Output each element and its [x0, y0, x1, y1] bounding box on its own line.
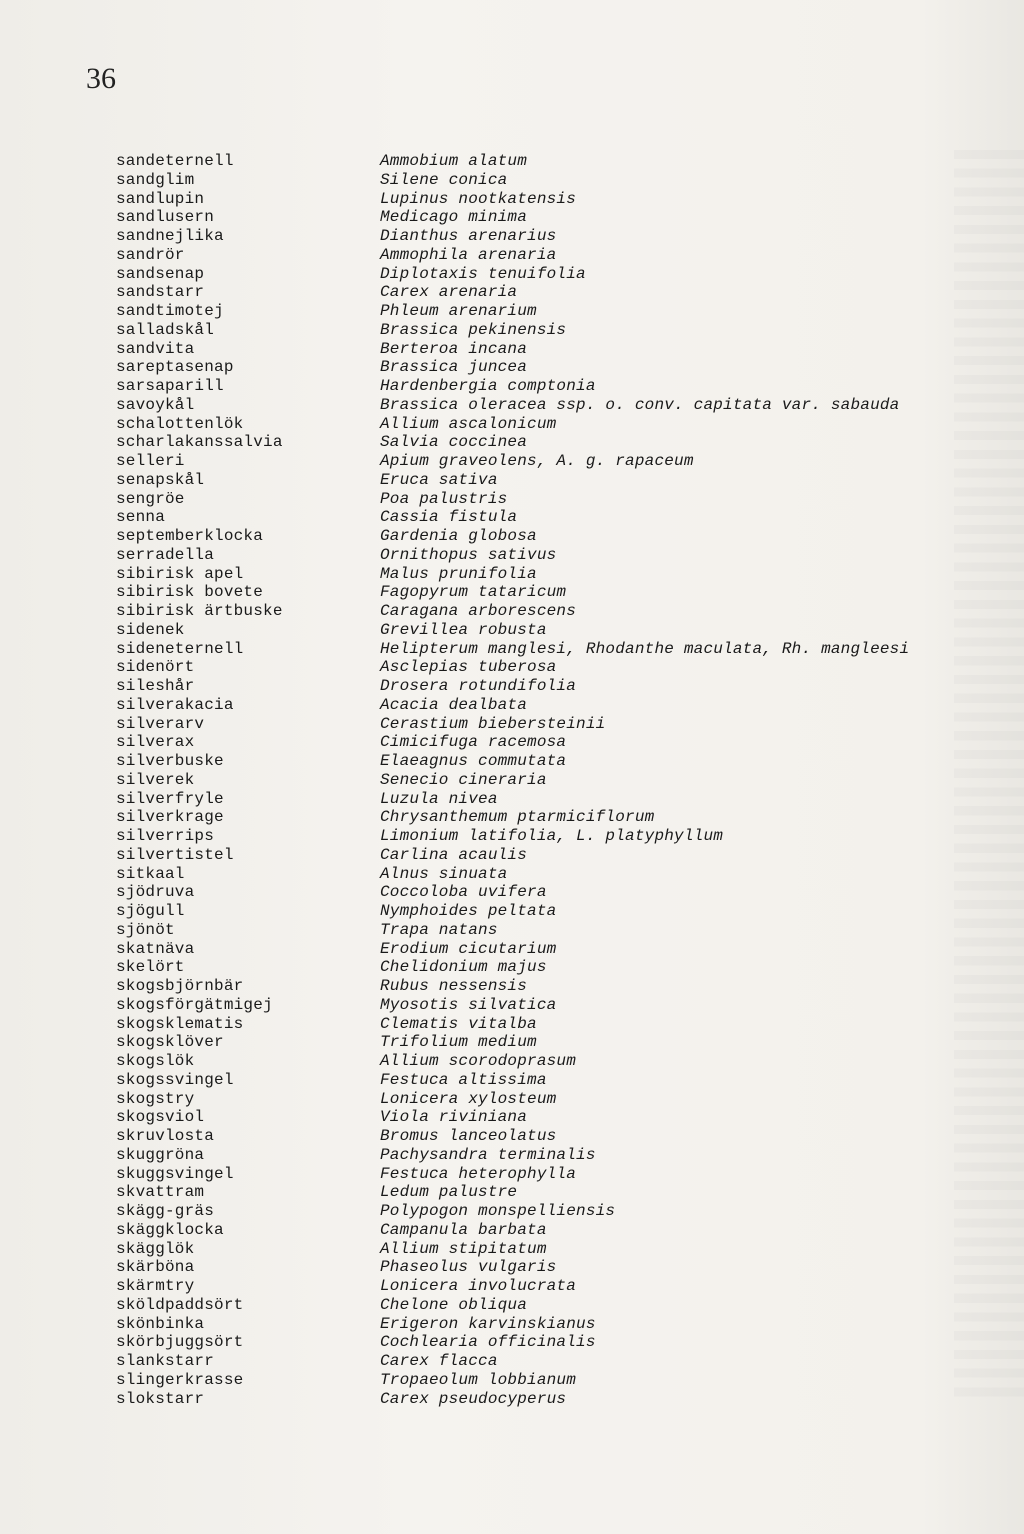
swedish-name: skuggröna [116, 1145, 205, 1164]
swedish-name: scharlakanssalvia [116, 433, 283, 452]
latin-name: Nymphoides peltata [380, 902, 557, 920]
swedish-name: sarsaparill [116, 377, 224, 395]
latin-name: Drosera rotundifolia [380, 677, 577, 695]
latin-name: Brassica pekinensis [380, 320, 567, 339]
swedish-name: sandeternell [116, 152, 234, 170]
latin-name: Cochlearia officinalis [380, 1333, 596, 1352]
swedish-name: sandvita [116, 339, 195, 358]
latin-name: Festuca altissima [380, 1070, 547, 1089]
swedish-name: sandstarr [116, 283, 205, 302]
latin-name: Acacia dealbata [380, 695, 528, 714]
latin-name: Salvia coccinea [380, 433, 528, 452]
swedish-name: sareptasenap [116, 358, 234, 377]
latin-name: Apium graveolens, A. g. rapaceum [380, 452, 694, 470]
swedish-name: sibirisk bovete [116, 583, 264, 602]
latin-name: Lonicera xylosteum [380, 1089, 557, 1108]
swedish-name: sidenört [116, 658, 195, 677]
swedish-name: sidenek [116, 620, 185, 639]
latin-name: Chelidonium majus [380, 958, 547, 977]
swedish-name: slokstarr [116, 1389, 205, 1408]
swedish-name: slankstarr [116, 1352, 215, 1370]
swedish-name: sibirisk ärtbuske [116, 602, 283, 620]
facing-page-bleed [954, 150, 1024, 1400]
swedish-name: silverfryle [116, 789, 224, 808]
latin-name: Carlina acaulis [380, 845, 528, 864]
swedish-name: sandsenap [116, 264, 205, 283]
swedish-name: sideneternell [116, 639, 244, 658]
latin-name: Cassia fistula [380, 508, 518, 527]
swedish-name: skörbjuggsört [116, 1333, 244, 1352]
latin-name: Carex pseudocyperus [380, 1389, 567, 1408]
latin-name: Medicago minima [380, 208, 528, 227]
swedish-name: skogsförgätmigej [116, 995, 273, 1014]
swedish-name: salladskål [116, 320, 215, 339]
latin-name: Caragana arborescens [380, 602, 577, 620]
latin-name: Trifolium medium [380, 1033, 537, 1052]
latin-name: Bromus lanceolatus [380, 1127, 557, 1145]
latin-name: Ammophila arenaria [380, 245, 557, 264]
swedish-name: skruvlosta [116, 1127, 215, 1145]
latin-name: Trapa natans [380, 920, 498, 939]
swedish-name: sandlusern [116, 208, 215, 227]
swedish-name: sandtimotej [116, 302, 224, 320]
swedish-name: skogsklematis [116, 1014, 244, 1033]
latin-name: Asclepias tuberosa [380, 658, 557, 677]
latin-name: Rubus nessensis [380, 977, 528, 995]
swedish-name: skuggsvingel [116, 1164, 234, 1183]
latin-name: Phaseolus vulgaris [380, 1258, 557, 1277]
latin-name: Limonium latifolia, L. platyphyllum [380, 827, 724, 845]
latin-name: Cerastium biebersteinii [380, 714, 606, 733]
latin-name: Luzula nivea [380, 789, 498, 808]
latin-name: Campanula barbata [380, 1220, 547, 1239]
latin-name: Clematis vitalba [380, 1014, 537, 1033]
swedish-name: sileshår [116, 677, 195, 695]
swedish-name: skogssvingel [116, 1070, 234, 1089]
latin-name: Berteroa incana [380, 339, 528, 358]
latin-name: Carex flacca [380, 1352, 498, 1370]
swedish-name: sandglim [116, 170, 195, 189]
page-number: 36 [86, 62, 116, 95]
latin-name: Gardenia globosa [380, 527, 537, 545]
latin-name: Carex arenaria [380, 283, 518, 302]
swedish-name: skägglök [116, 1239, 195, 1258]
swedish-name: skärmtry [116, 1277, 195, 1295]
latin-name: Eruca sativa [380, 470, 498, 489]
swedish-name: silvertistel [116, 845, 234, 864]
latin-name: Viola riviniana [380, 1108, 528, 1127]
swedish-name: silverek [116, 770, 195, 789]
swedish-name: senapskål [116, 470, 205, 489]
latin-name: Grevillea robusta [380, 620, 547, 639]
swedish-name: skogsbjörnbär [116, 977, 244, 995]
latin-name: Coccoloba uvifera [380, 883, 547, 902]
latin-name: Helipterum manglesi, Rhodanthe maculata, Rh. mangleesi [380, 639, 910, 658]
swedish-name: sibirisk apel [116, 564, 244, 583]
latin-name: Chelone obliqua [380, 1295, 528, 1314]
latin-name: Erigeron karvinskianus [380, 1314, 596, 1333]
swedish-name: schalottenlök [116, 414, 244, 433]
latin-name: Senecio cineraria [380, 770, 547, 789]
swedish-name: silverbuske [116, 752, 224, 770]
latin-name: Hardenbergia comptonia [380, 377, 596, 395]
swedish-name: skärböna [116, 1258, 195, 1277]
latin-name: Myosotis silvatica [380, 995, 557, 1014]
swedish-name: skogsklöver [116, 1033, 224, 1052]
swedish-name: skogsviol [116, 1108, 205, 1127]
latin-name: Ammobium alatum [380, 152, 528, 170]
latin-name: Ornithopus sativus [380, 545, 557, 564]
latin-name: Allium stipitatum [380, 1239, 547, 1258]
swedish-name: senna [116, 508, 166, 527]
swedish-name: sjögull [116, 902, 185, 920]
swedish-name: skatnäva [116, 939, 195, 958]
latin-name: Alnus sinuata [380, 864, 508, 883]
latin-name: Tropaeolum lobbianum [380, 1370, 577, 1389]
swedish-name: skelört [116, 958, 185, 977]
latin-name: Fagopyrum tataricum [380, 583, 567, 602]
swedish-name: sjönöt [116, 920, 175, 939]
latin-name: Diplotaxis tenuifolia [380, 264, 586, 283]
swedish-name: sjödruva [116, 883, 195, 902]
swedish-name: skäggklocka [116, 1220, 224, 1239]
latin-name: Silene conica [380, 170, 508, 189]
swedish-name: silverrips [116, 827, 215, 845]
latin-name: Dianthus arenarius [380, 227, 557, 245]
swedish-name: skogstry [116, 1089, 195, 1108]
swedish-name: skogslök [116, 1052, 195, 1070]
latin-name: Allium scorodoprasum [380, 1052, 577, 1070]
latin-name: Lonicera involucrata [380, 1277, 577, 1295]
swedish-name: sengröe [116, 489, 185, 508]
swedish-name: savoykål [116, 395, 195, 414]
swedish-name: skönbinka [116, 1314, 205, 1333]
swedish-name: sandnejlika [116, 227, 224, 245]
swedish-name: silverax [116, 733, 195, 752]
swedish-name: selleri [116, 452, 185, 470]
latin-name: Lupinus nootkatensis [380, 189, 577, 208]
swedish-name: sitkaal [116, 864, 185, 883]
swedish-name: septemberklocka [116, 527, 264, 545]
swedish-name: serradella [116, 545, 215, 564]
latin-name: Festuca heterophylla [380, 1164, 577, 1183]
latin-name: Pachysandra terminalis [380, 1145, 596, 1164]
swedish-name: skvattram [116, 1183, 205, 1202]
swedish-name: silverakacia [116, 695, 234, 714]
latin-name: Chrysanthemum ptarmiciflorum [380, 808, 655, 827]
latin-name: Brassica juncea [380, 358, 528, 377]
latin-name: Ledum palustre [380, 1183, 518, 1202]
latin-name: Brassica oleracea ssp. o. conv. capitata var. sabauda [380, 395, 900, 414]
latin-name: Elaeagnus commutata [380, 752, 567, 770]
swedish-name: silverarv [116, 714, 205, 733]
latin-name: Erodium cicutarium [380, 939, 557, 958]
latin-name: Polypogon monspelliensis [380, 1202, 616, 1220]
latin-name: Cimicifuga racemosa [380, 733, 567, 752]
latin-name: Poa palustris [380, 489, 508, 508]
swedish-name: sköldpaddsört [116, 1295, 244, 1314]
latin-name: Allium ascalonicum [380, 414, 557, 433]
swedish-name: sandrör [116, 245, 185, 264]
swedish-name: skägg-gräs [116, 1202, 215, 1220]
latin-name: Phleum arenarium [380, 302, 537, 320]
swedish-name: silverkrage [116, 808, 224, 827]
swedish-name: sandlupin [116, 189, 205, 208]
swedish-name: slingerkrasse [116, 1370, 244, 1389]
latin-name: Malus prunifolia [380, 564, 537, 583]
